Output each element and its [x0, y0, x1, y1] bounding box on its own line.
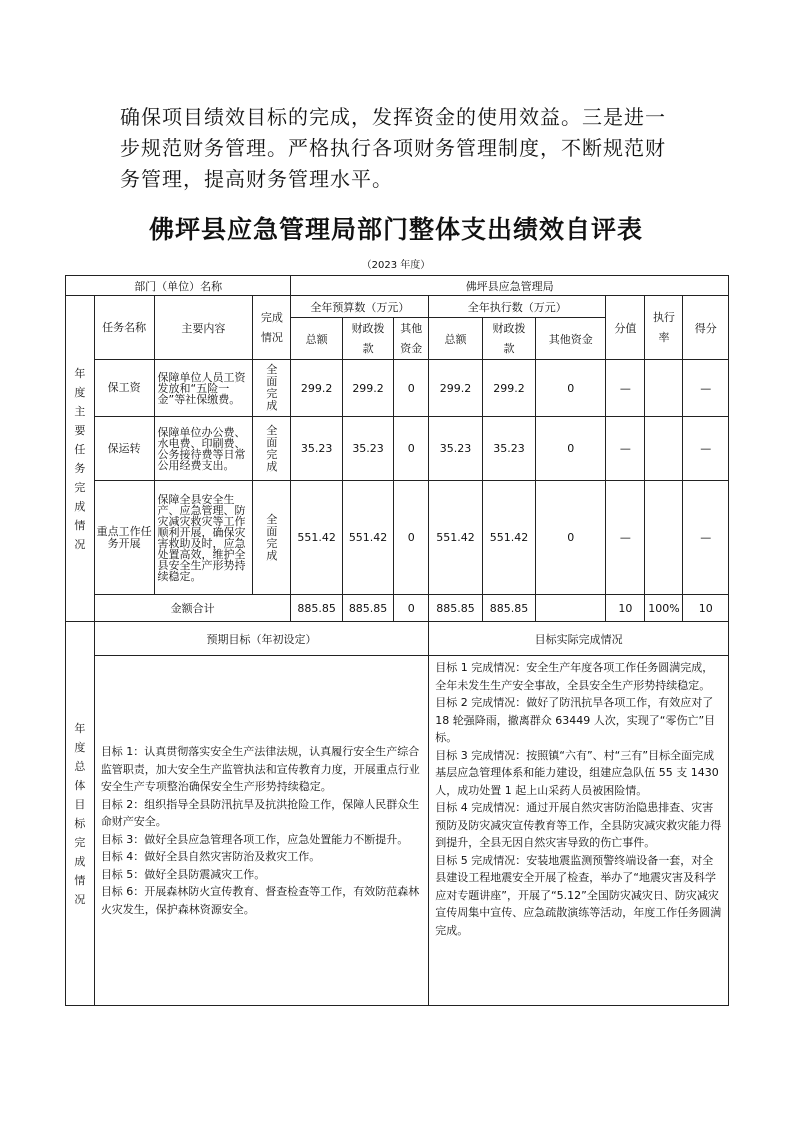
- total-budget-other: 0: [394, 595, 429, 622]
- table-row: [66, 417, 729, 481]
- total-score: 10: [683, 595, 729, 622]
- total-exec-other: [536, 595, 606, 622]
- expected-goal: 目标 3：做好全县应急管理各项工作，应急处置能力不断提升。: [100, 832, 409, 846]
- task-status: 全面完成: [253, 360, 291, 417]
- budget-fiscal: 299.2: [342, 360, 393, 417]
- score-value: —: [606, 417, 645, 481]
- total-budget-fiscal: 885.85: [342, 595, 393, 622]
- header-budget-group: 全年预算数（万元）: [291, 296, 429, 318]
- task-name: 重点工作任务开展: [94, 481, 154, 595]
- task-content: 保障单位人员工资发放和“五险一金”等社保缴费。: [154, 360, 253, 417]
- table-row: [66, 360, 729, 417]
- exec-other: 0: [536, 481, 606, 595]
- evaluation-table: [65, 275, 729, 1006]
- budget-other: 0: [394, 360, 429, 417]
- header-total: 总额: [291, 318, 342, 360]
- actual-result: 目标 1 完成情况：安全生产年度各项工作任务圆满完成，全年未发生生产安全事故，全县安全生产形势持续稳定。: [435, 661, 714, 692]
- dept-label: 部门（单位）名称: [66, 276, 291, 296]
- budget-fiscal: 551.42: [342, 481, 393, 595]
- budget-fiscal: 35.23: [342, 417, 393, 481]
- budget-other: 0: [394, 417, 429, 481]
- total-label: 金额合计: [94, 595, 291, 622]
- exec-rate: [645, 417, 683, 481]
- budget-total: 35.23: [291, 417, 342, 481]
- expected-goal: 目标 1：认真贯彻落实安全生产法律法规，认真履行安全生产综合监管职责，加大安全生产监管执法和宣传教育力度，开展重点行业安全生产专项整治确保安全生产形势持续稳定。: [100, 745, 420, 793]
- expected-header: 预期目标（年初设定）: [94, 622, 428, 656]
- exec-total: 551.42: [429, 481, 483, 595]
- score: —: [683, 360, 729, 417]
- exec-total: 35.23: [429, 417, 483, 481]
- exec-other: 0: [536, 417, 606, 481]
- actual-result: 目标 4 完成情况：通过开展自然灾害防治隐患排查、灾害预防及防灾减灾宣传教育等工作，全县防灾减灾救灾能力得到提升，全县无因自然灾害导致的伤亡事件。: [435, 801, 722, 849]
- exec-rate: [645, 360, 683, 417]
- section2-label: 年度总体目标完成情况: [66, 622, 95, 1006]
- exec-fiscal: 551.42: [482, 481, 536, 595]
- section1-label: 年度主要任务完成情况: [66, 296, 95, 622]
- total-exec-rate: 100%: [645, 595, 683, 622]
- exec-fiscal: 35.23: [482, 417, 536, 481]
- header-exec-total: 总额: [429, 318, 483, 360]
- intro-line: 务管理，提高财务管理水平。: [120, 167, 393, 191]
- task-name: 保工资: [94, 360, 154, 417]
- total-row: [66, 595, 729, 622]
- budget-other: 0: [394, 481, 429, 595]
- expected-goal: 目标 2：组织指导全县防汛抗旱及抗洪抢险工作，保障人民群众生命财产安全。: [100, 797, 420, 828]
- score: —: [683, 481, 729, 595]
- header-exec-rate: 执行率: [645, 296, 683, 360]
- exec-total: 299.2: [429, 360, 483, 417]
- expected-goal: 目标 6：开展森林防火宣传教育、督查检查等工作，有效防范森林火灾发生，保护森林资源安全。: [100, 885, 420, 916]
- actual-results: [429, 656, 729, 1006]
- table-row: [66, 481, 729, 595]
- header-content: 主要内容: [154, 296, 253, 360]
- header-task-name: 任务名称: [94, 296, 154, 360]
- actual-result: 目标 5 完成情况：安装地震监测预警终端设备一套，对全县建设工程地震安全开展了检查，举办了“地震灾害及科学应对专题讲座”，开展了“5.12”全国防灾减灾日、防灾减灾宣传周集中宣传、应急疏散演练等活动，年度工作任务圆满完成。: [435, 853, 722, 937]
- page-title: 佛坪县应急管理局部门整体支出绩效自评表: [148, 215, 643, 244]
- expected-goals: [94, 656, 428, 1006]
- total-exec-total: 885.85: [429, 595, 483, 622]
- actual-header: 目标实际完成情况: [429, 622, 729, 656]
- header-score: 得分: [683, 296, 729, 360]
- exec-other: 0: [536, 360, 606, 417]
- header-exec-other: 其他资金: [536, 318, 606, 360]
- score-value: —: [606, 360, 645, 417]
- total-exec-fiscal: 885.85: [482, 595, 536, 622]
- score: —: [683, 417, 729, 481]
- year-label: （2023 年度）: [361, 260, 431, 271]
- score-value: —: [606, 481, 645, 595]
- exec-fiscal: 299.2: [482, 360, 536, 417]
- intro-paragraph: [120, 102, 680, 195]
- header-exec-fiscal: 财政拨款: [482, 318, 536, 360]
- total-score-value: 10: [606, 595, 645, 622]
- intro-line: 确保项目绩效目标的完成，发挥资金的使用效益。三是进一: [120, 105, 666, 129]
- header-fiscal: 财政拨款: [342, 318, 393, 360]
- header-exec-group: 全年执行数（万元）: [429, 296, 606, 318]
- intro-line: 步规范财务管理。严格执行各项财务管理制度，不断规范财: [120, 136, 666, 160]
- dept-value: 佛坪县应急管理局: [291, 276, 729, 296]
- actual-result: 目标 3 完成情况：按照镇“六有”、村“三有”目标全面完成基层应急管理体系和能力建设，组建应急队伍 55 支 1430 人，成功处置 1 起上山采药人员被困险情。: [435, 748, 719, 797]
- header-status: 完成情况: [253, 296, 291, 360]
- header-score-value: 分值: [606, 296, 645, 360]
- task-content: 保障全县安全生产、应急管理、防灾减灾救灾等工作顺利开展，确保灾害救助及时，应急处置高效，维护全县安全生产形势持续稳定。: [154, 481, 253, 595]
- task-content: 保障单位办公费、水电费、印刷费、公务接待费等日常公用经费支出。: [154, 417, 253, 481]
- actual-result: 目标 2 完成情况：做好了防汛抗旱各项工作，有效应对了 18 轮强降雨，撤离群众 63449 人次，实现了“零伤亡”目标。: [435, 696, 716, 744]
- task-status: 全面完成: [253, 481, 291, 595]
- exec-rate: [645, 481, 683, 595]
- task-status: 全面完成: [253, 417, 291, 481]
- budget-total: 551.42: [291, 481, 342, 595]
- expected-goal: 目标 4：做好全县自然灾害防治及救灾工作。: [100, 850, 321, 863]
- header-other: 其他资金: [394, 318, 429, 360]
- budget-total: 299.2: [291, 360, 342, 417]
- task-name: 保运转: [94, 417, 154, 481]
- expected-goal: 目标 5：做好全县防震减灾工作。: [100, 867, 266, 881]
- total-budget-total: 885.85: [291, 595, 342, 622]
